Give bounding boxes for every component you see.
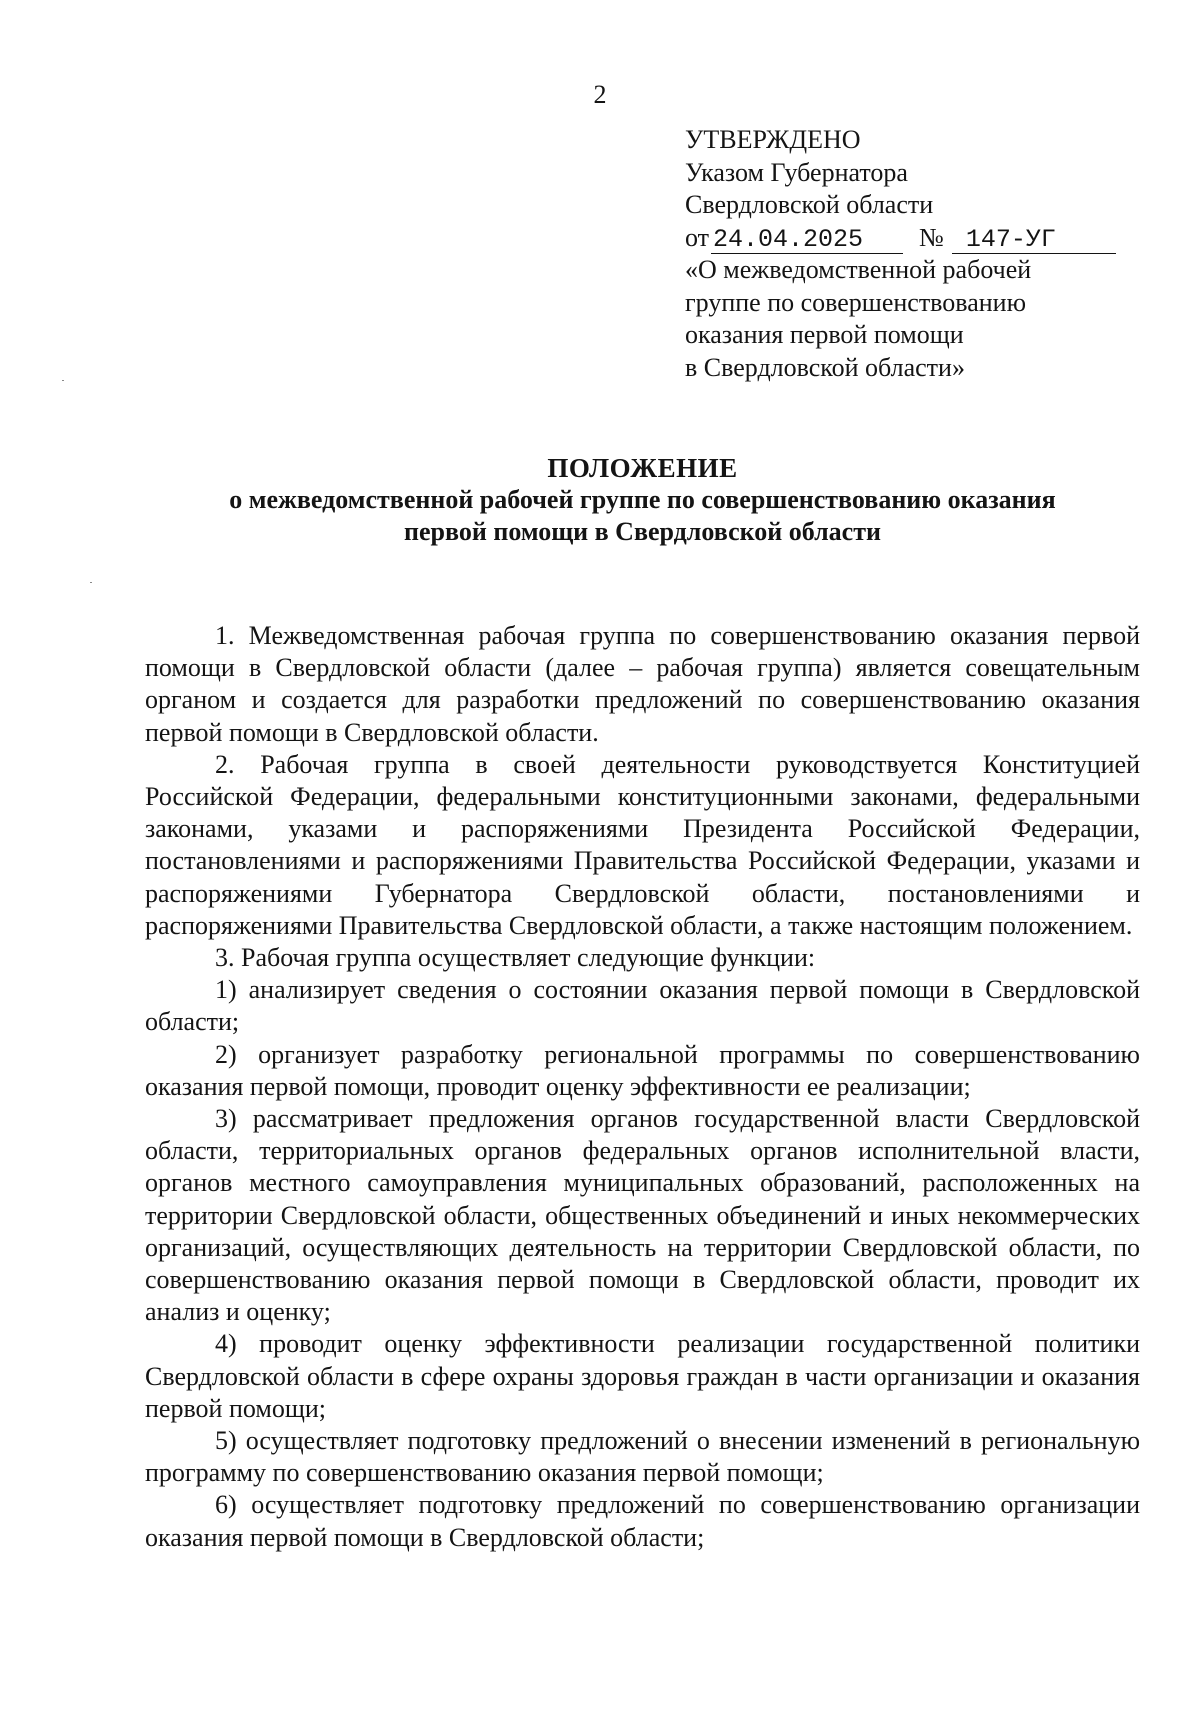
scan-speck: [62, 380, 64, 381]
document-subtitle-line-2: первой помощи в Свердловской области: [404, 517, 881, 546]
list-item-6: 6) осуществляет подготовку предложений по совершенствованию организации оказания первой помощи в Свердловской области;: [145, 1490, 1140, 1552]
page-number: 2: [593, 80, 607, 109]
list-item-2: 2) организует разработку региональной программы по совершенствованию оказания первой помощи, проводит оценку эффективности ее реализации;: [145, 1039, 1140, 1101]
decree-title-line-4: в Свердловской области»: [685, 352, 965, 382]
paragraph-2: 2. Рабочая группа в своей деятельности руководствуется Конституцией Российской Федерации, федеральными конституционными законами, федеральными законами, указами и распоряжениями Президента Российской Федерации, постановлениями и распоряжениями Правительства Российской Федерации, указами и распоряжениями Губернатора Свердловской области, постановлениями и распоряжениями Правительства Свердловской области, а также настоящим положением.: [145, 749, 1140, 940]
scan-speck: [90, 582, 92, 583]
approval-heading: УТВЕРЖДЕНО: [685, 125, 861, 154]
document-heading: [110, 452, 1175, 548]
list-item-4: 4) проводит оценку эффективности реализации государственной политики Свердловской области в сфере охраны здоровья граждан в части организации и оказания первой помощи;: [145, 1329, 1140, 1423]
document-body: [145, 620, 1140, 1554]
decree-date: 24.04.2025: [711, 227, 903, 254]
approval-decree-line: Указом Губернатора: [685, 157, 908, 187]
approval-region-line: Свердловской области: [685, 190, 934, 219]
number-sign: №: [919, 222, 944, 252]
decree-title-line-3: оказания первой помощи: [685, 320, 964, 349]
decree-title-line-2: группе по совершенствованию: [685, 287, 1027, 317]
decree-title-line-1: «О межведомственной рабочей: [685, 255, 1032, 284]
approval-stamp-block: [685, 124, 1105, 384]
list-item-1: 1) анализирует сведения о состоянии оказания первой помощи в Свердловской области;: [145, 975, 1140, 1037]
approval-date-number-line: [685, 222, 1105, 255]
paragraph-1: 1. Межведомственная рабочая группа по совершенствованию оказания первой помощи в Свердловской области (далее – рабочая группа) является совещательным органом и создается для разработки предложений по совершенствованию оказания первой помощи в Свердловской области.: [145, 621, 1140, 747]
from-label: от: [685, 222, 710, 252]
decree-number: 147-УГ: [952, 227, 1116, 254]
document-subtitle-line-1: о межведомственной рабочей группе по совершенствованию оказания: [229, 485, 1056, 514]
list-item-5: 5) осуществляет подготовку предложений о внесении изменений в региональную программу по совершенствованию оказания первой помощи;: [145, 1426, 1140, 1488]
paragraph-3: 3. Рабочая группа осуществляет следующие функции:: [215, 943, 816, 973]
list-item-3: 3) рассматривает предложения органов государственной власти Свердловской области, территориальных органов федеральных органов исполнительной власти, органов местного самоуправления муниципальных образований, расположенных на территории Свердловской области, общественных объединений и иных некоммерческих организаций, осуществляющих деятельность на территории Свердловской области, по совершенствованию оказания первой помощи в Свердловской области, проводит их анализ и оценку;: [145, 1104, 1140, 1327]
document-title: ПОЛОЖЕНИЕ: [547, 453, 738, 483]
